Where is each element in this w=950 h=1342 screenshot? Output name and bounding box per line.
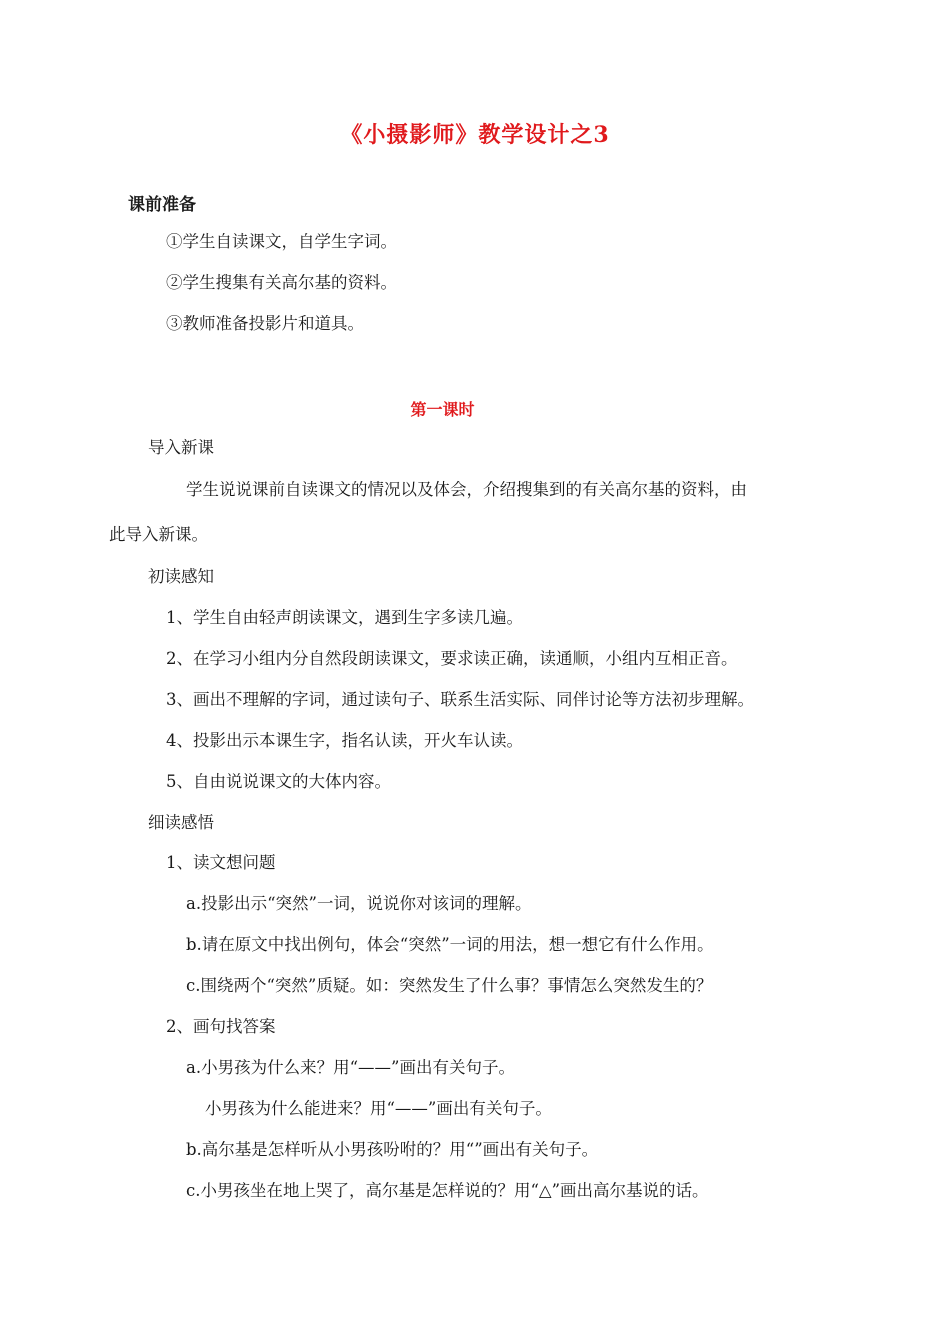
close-read-item: c.小男孩坐在地上哭了，高尔基是怎样说的？用“△”画出高尔基说的话。 xyxy=(186,1181,709,1200)
close-read-item: b.请在原文中找出例句，体会“突然”一词的用法，想一想它有什么作用。 xyxy=(186,935,714,954)
first-read-item: 2、在学习小组内分自然段朗读课文，要求读正确，读通顺，小组内互相正音。 xyxy=(166,649,738,668)
first-read-item: 4、投影出示本课生字，指名认读，开火车认读。 xyxy=(166,731,523,750)
close-read-item: a.投影出示“突然”一词，说说你对该词的理解。 xyxy=(186,894,532,913)
close-read-item: 小男孩为什么能进来？用“——”画出有关句子。 xyxy=(205,1099,552,1118)
intro-paragraph-line: 此导入新课。 xyxy=(109,525,208,544)
close-read-subheading: 2、画句找答案 xyxy=(166,1017,276,1036)
first-read-item: 3、画出不理解的字词，通过读句子、联系生活实际、同伴讨论等方法初步理解。 xyxy=(166,690,754,709)
prep-item: ③教师准备投影片和道具。 xyxy=(166,314,364,333)
lesson-title: 第一课时 xyxy=(410,400,475,419)
prep-item: ①学生自读课文，自学生字词。 xyxy=(166,232,397,251)
first-read-item: 5、自由说说课文的大体内容。 xyxy=(166,772,391,791)
close-read-item: a.小男孩为什么来？用“——”画出有关句子。 xyxy=(186,1058,515,1077)
prep-item: ②学生搜集有关高尔基的资料。 xyxy=(166,273,397,292)
prep-heading: 课前准备 xyxy=(128,195,196,215)
close-read-heading: 细读感悟 xyxy=(148,813,214,832)
document-title: 《小摄影师》教学设计之3 xyxy=(340,122,610,148)
intro-heading: 导入新课 xyxy=(148,438,214,457)
close-read-item: c.围绕两个“突然”质疑。如：突然发生了什么事？事情怎么突然发生的？ xyxy=(186,976,713,995)
intro-paragraph-line: 学生说说课前自读课文的情况以及体会，介绍搜集到的有关高尔基的资料，由 xyxy=(186,480,747,499)
first-read-item: 1、学生自由轻声朗读课文，遇到生字多读几遍。 xyxy=(166,608,523,627)
close-read-subheading: 1、读文想问题 xyxy=(166,853,276,872)
close-read-item: b.高尔基是怎样听从小男孩吩咐的？用“”画出有关句子。 xyxy=(186,1140,599,1159)
first-read-heading: 初读感知 xyxy=(148,567,214,586)
